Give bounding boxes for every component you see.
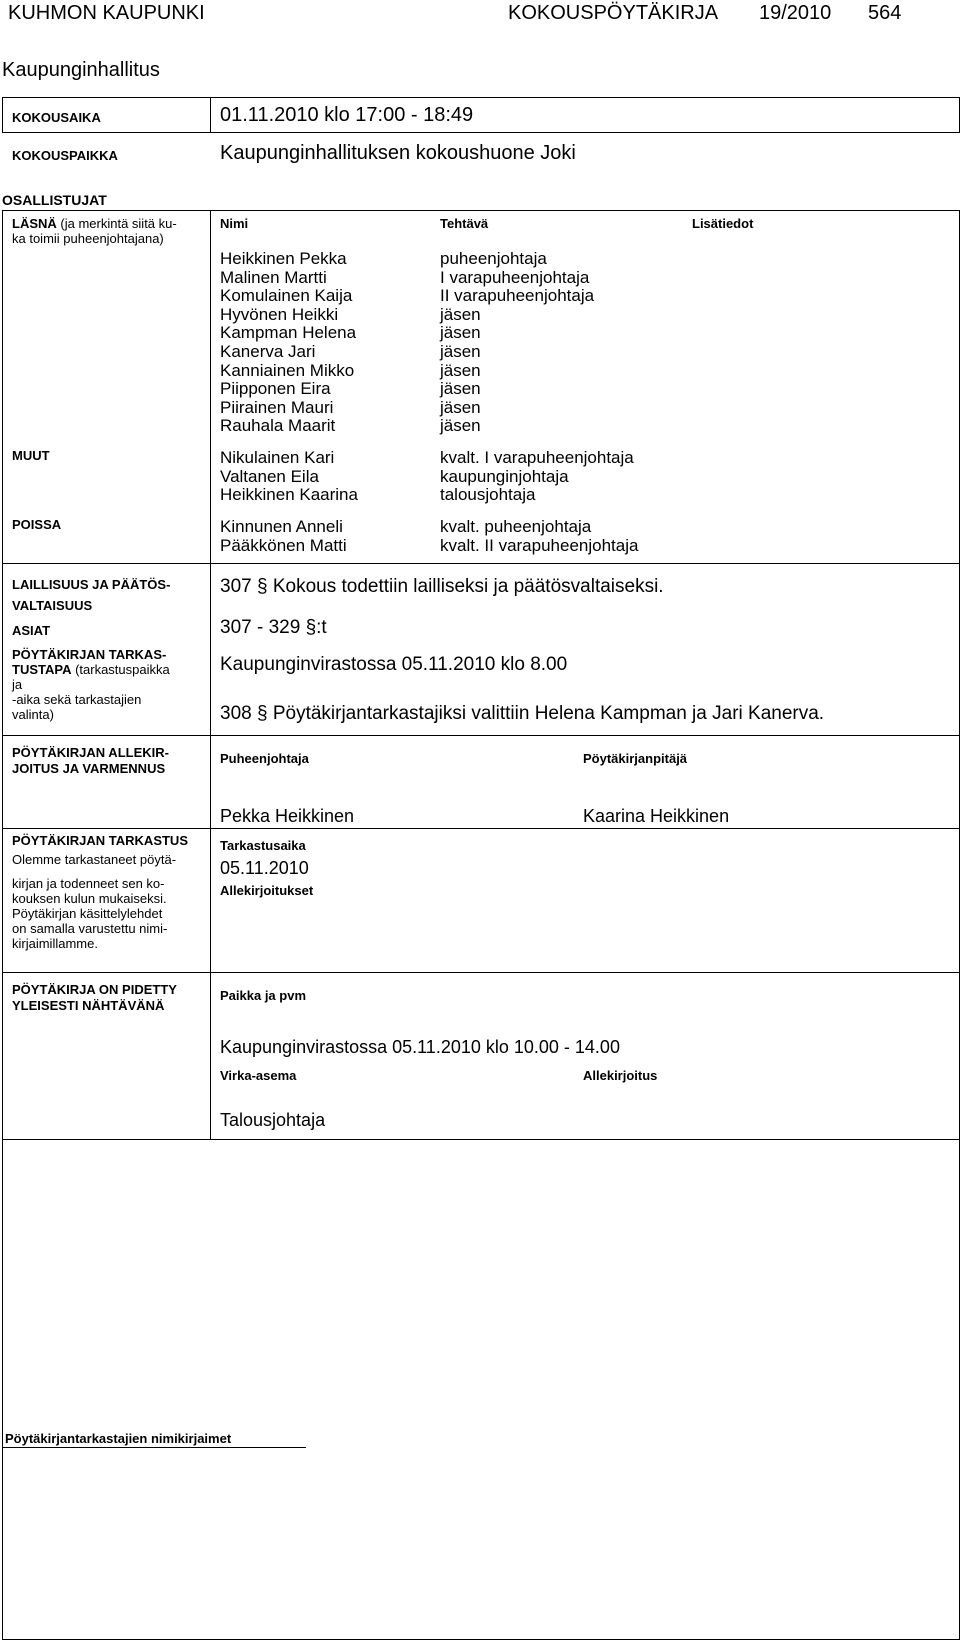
list-item: kvalt. I varapuheenjohtaja [440, 448, 634, 467]
list-item: jäsen [440, 416, 481, 436]
list-item: Kinnunen Anneli [220, 517, 343, 536]
review-label-block: PÖYTÄKIRJAN TARKASTUS Olemme tarkastaneet pöytä- kirjan ja todenneet sen ko- kouksen kulun mukaiseksi. Pöytäkirjan käsittelylehdet on samalla varustettu nimi- kirjaimillamme. [12, 833, 188, 951]
list-item: kvalt. puheenjohtaja [440, 517, 592, 536]
absent-label: POISSA [12, 517, 62, 532]
position-label: Virka-asema [220, 1068, 297, 1083]
list-item: Rauhala Maarit [220, 416, 336, 436]
list-item: Piirainen Mauri [220, 397, 334, 417]
keeper-label: Pöytäkirjanpitäjä [583, 751, 688, 766]
matters-text: 307 - 329 §:t [220, 617, 327, 638]
col-notes-header: Lisätiedot [692, 216, 754, 231]
matters-label: ASIAT [12, 623, 51, 638]
meeting-time-label: KOKOUSAIKA [12, 110, 101, 125]
list-item: II varapuheenjohtaja [440, 286, 595, 306]
others-label: MUUT [12, 448, 50, 463]
list-item: Heikkinen Pekka [220, 249, 347, 268]
list-item: Heikkinen Kaarina [220, 485, 358, 505]
list-item: Hyvönen Heikki [220, 304, 339, 324]
legality-text: 307 § Kokous todettiin lailliseksi ja päätösvaltaiseksi. [220, 576, 664, 597]
meeting-time-row [2, 97, 960, 133]
page-number: 564 [868, 2, 902, 24]
col-name-header: Nimi [220, 216, 249, 231]
list-item: Malinen Martti [220, 267, 327, 287]
public-label: PÖYTÄKIRJA ON PIDETTY YLEISESTI NÄHTÄVÄNÄ [12, 982, 177, 1013]
signature-field-label: Allekirjoitus [583, 1068, 658, 1083]
document-number: 19/2010 [759, 2, 832, 24]
body-name: Kaupunginhallitus [2, 59, 160, 81]
meeting-place-label: KOKOUSPAIKKA [12, 148, 118, 163]
list-item: jäsen [440, 360, 481, 380]
review-method-label: PÖYTÄKIRJAN TARKAS- TUSTAPA (tarkastuspaikka ja -aika sekä tarkastajien valinta) [12, 647, 170, 722]
list-item: Kampman Helena [220, 323, 357, 343]
list-item: jäsen [440, 379, 481, 399]
list-item: talousjohtaja [440, 485, 536, 505]
absent-roles [440, 518, 638, 555]
divider [210, 97, 211, 133]
present-label: LÄSNÄ (ja merkintä siitä ku- ka toimii puheenjohtajana) [12, 216, 177, 246]
public-place-value: Kaupunginvirastossa 05.11.2010 klo 10.00 - 14.00 [220, 1037, 620, 1057]
divider [2, 828, 960, 829]
list-item: Nikulainen Kari [220, 448, 335, 467]
divider [2, 1447, 306, 1448]
divider [2, 972, 960, 973]
list-item: Kanniainen Mikko [220, 360, 355, 380]
review-date-label: Tarkastusaika [220, 838, 306, 853]
meeting-time-value: 01.11.2010 klo 17:00 - 18:49 [220, 104, 474, 126]
list-item: Piipponen Eira [220, 379, 331, 399]
divider [2, 563, 960, 564]
list-item: Komulainen Kaija [220, 286, 353, 306]
meeting-place-value: Kaupunginhallituksen kokoushuone Joki [220, 142, 576, 164]
list-item: Kanerva Jari [220, 341, 316, 361]
list-item: kaupunginjohtaja [440, 466, 569, 486]
present-roles [440, 250, 594, 436]
document-type: KOKOUSPÖYTÄKIRJA [508, 2, 719, 24]
chair-label: Puheenjohtaja [220, 751, 309, 766]
col-role-header: Tehtävä [440, 216, 489, 231]
list-item: jäsen [440, 304, 481, 324]
list-item: jäsen [440, 323, 481, 343]
reviewers-selection: 308 § Pöytäkirjantarkastajiksi valittiin Helena Kampman ja Jari Kanerva. [220, 703, 825, 724]
public-place-label: Paikka ja pvm [220, 988, 306, 1003]
reviewer-initials-label: Pöytäkirjantarkastajien nimikirjaimet [5, 1431, 232, 1446]
review-place-time: Kaupunginvirastossa 05.11.2010 klo 8.00 [220, 654, 568, 675]
divider [2, 735, 960, 736]
position-value: Talousjohtaja [220, 1110, 326, 1130]
list-item: jäsen [440, 341, 481, 361]
list-item: puheenjohtaja [440, 249, 547, 268]
review-signatures-label: Allekirjoitukset [220, 883, 314, 898]
list-item: Valtanen Eila [220, 466, 319, 486]
list-item: jäsen [440, 397, 481, 417]
legality-label: LAILLISUUS JA PÄÄTÖS- VALTAISUUS [12, 577, 171, 613]
review-date-value: 05.11.2010 [220, 858, 309, 878]
attendees-section-label: OSALLISTUJAT [2, 192, 107, 208]
list-item: Pääkkönen Matti [220, 535, 347, 555]
chair-name: Pekka Heikkinen [220, 806, 355, 826]
divider [210, 210, 211, 1140]
list-item: I varapuheenjohtaja [440, 267, 590, 287]
signature-label: PÖYTÄKIRJAN ALLEKIR- JOITUS JA VARMENNUS [12, 745, 169, 776]
absent-names [220, 518, 347, 555]
org-name: KUHMON KAUPUNKI [8, 2, 205, 24]
keeper-name: Kaarina Heikkinen [583, 806, 730, 826]
list-item: kvalt. II varapuheenjohtaja [440, 535, 639, 555]
divider [2, 1139, 960, 1140]
others-roles [440, 449, 634, 505]
others-names [220, 449, 358, 505]
present-names [220, 250, 356, 436]
